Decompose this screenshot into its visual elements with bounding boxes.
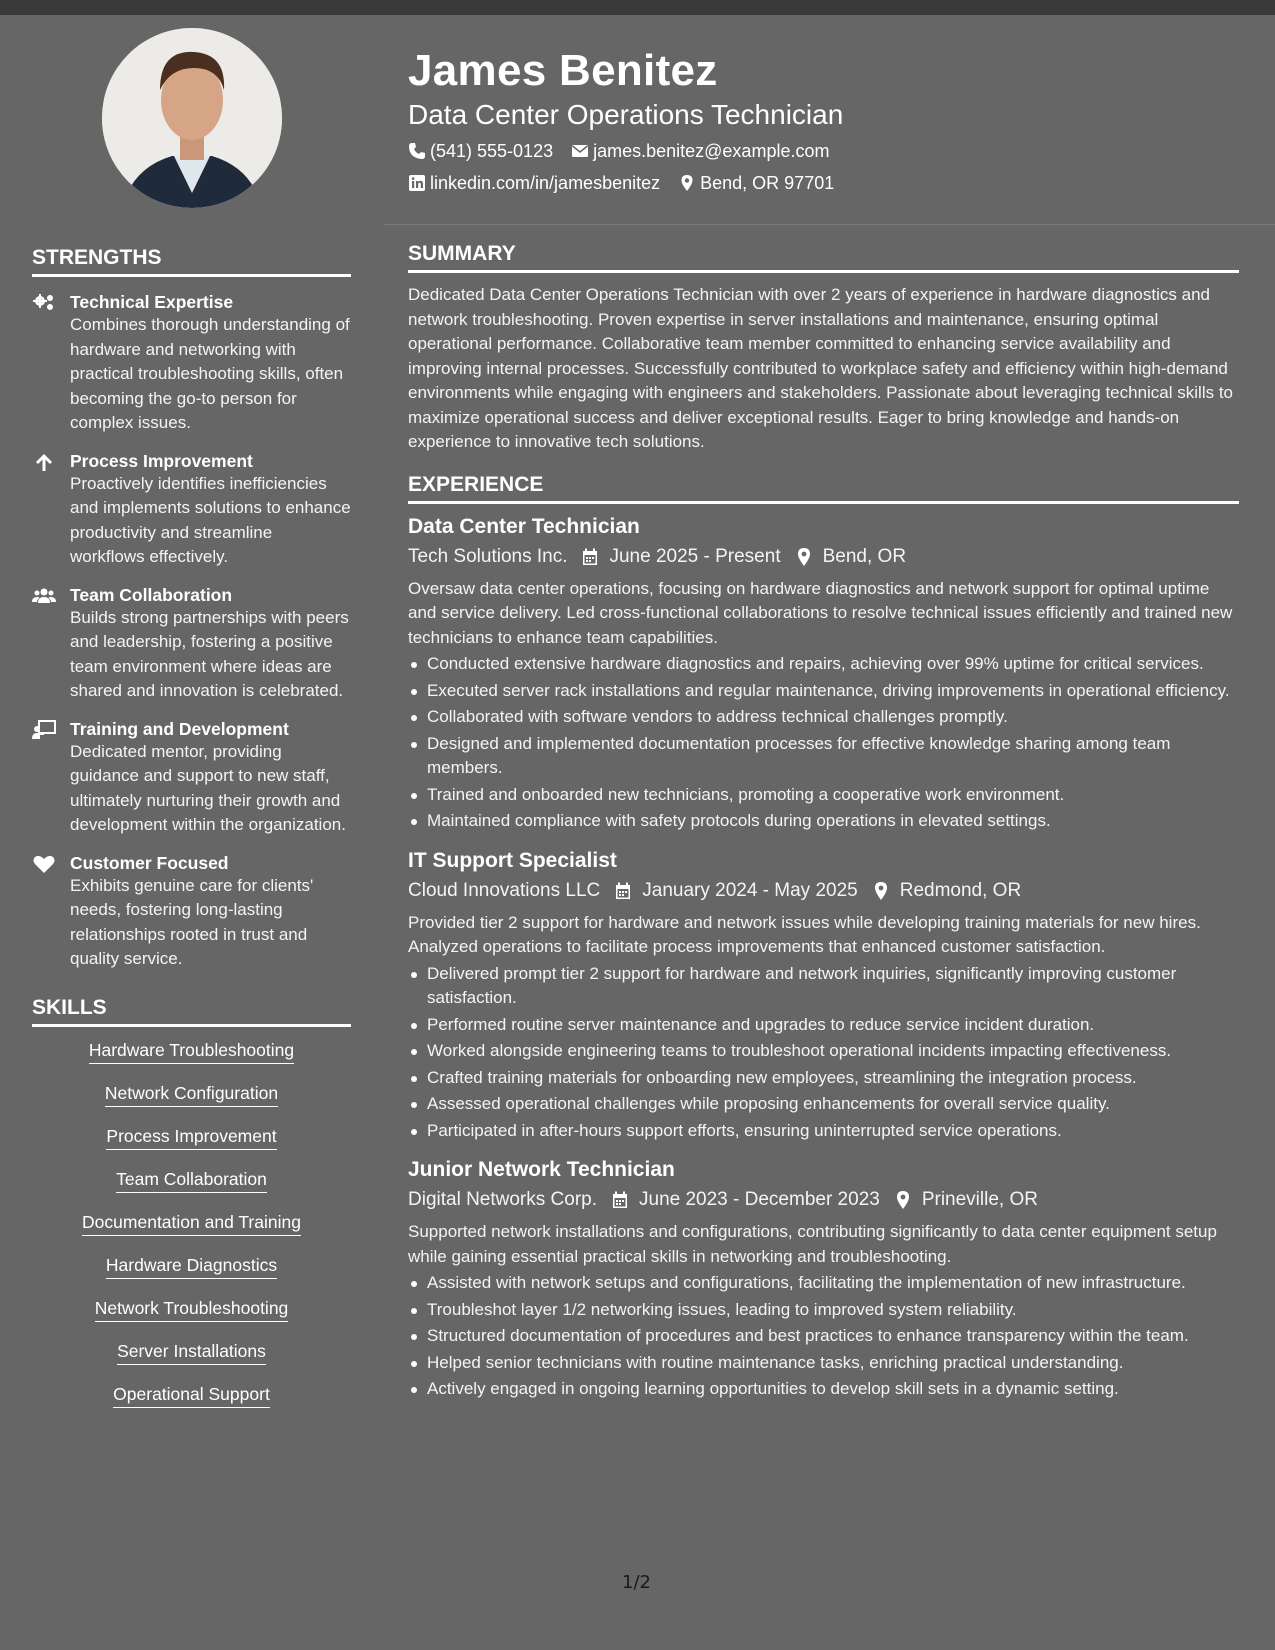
strength-desc: Exhibits genuine care for clients' needs, fostering long-lasting relationships rooted in trust and quality service. (70, 875, 314, 968)
contact-row (408, 172, 1239, 194)
summary-text: Dedicated Data Center Operations Technician with over 2 years of experience in hardware diagnostics and network troubleshooting. Proven expertise in server installations and maintenance, ensuring optimal operational performance. Collaborative team member committed to enhancing service availability and improving internal processes. Successfully contributed to workplace safety and efficiency within high-demand environments while engaging with engineers and stakeholders. Passionate about leveraging technical skills to maximize operational success and deliver exceptional results. Eager to bring knowledge and hands-on experience to innovative tech solutions. (408, 285, 1233, 451)
list-item: Crafted training materials for onboarding new employees, streamlining the integration process. (408, 1066, 1239, 1091)
page-number: 1/2 (622, 1572, 651, 1593)
strength-desc: Builds strong partnerships with peers and leadership, fostering a positive team environment where ideas are shared and innovation is celebrated. (70, 607, 349, 700)
linkedin-text: linkedin.com/in/jamesbenitez (430, 173, 661, 193)
sidebar (32, 28, 351, 1426)
map-pin-icon (678, 174, 696, 192)
skill-tag: Process Improvement (106, 1125, 276, 1150)
list-item: Assessed operational challenges while proposing enhancements for overall service quality. (408, 1092, 1239, 1117)
strengths-heading: STRENGTHS (32, 246, 351, 277)
experience-heading: EXPERIENCE (408, 473, 1239, 504)
arrow-up-icon (32, 452, 56, 472)
job-entry (408, 848, 1239, 1144)
skill-tag: Team Collaboration (116, 1168, 267, 1193)
job-bullets (408, 962, 1239, 1144)
strength-title: Technical Expertise (70, 292, 234, 312)
job-bullets (408, 652, 1239, 834)
main-content (408, 242, 1239, 1402)
skill-tag: Hardware Troubleshooting (89, 1039, 294, 1064)
job-title: Junior Network Technician (408, 1158, 675, 1181)
strength-item (32, 450, 351, 570)
job-title: Data Center Technician (408, 514, 640, 538)
list-item: Executed server rack installations and regular maintenance, driving improvements in operational efficiency. (408, 679, 1239, 704)
profile-photo (102, 28, 282, 208)
list-item: Trained and onboarded new technicians, promoting a cooperative work environment. (408, 783, 1239, 808)
calendar-icon (614, 881, 632, 901)
job-description: Oversaw data center operations, focusing on hardware diagnostics and network support for optimal uptime and service delivery. Led cross-functional collaborations to resolve technical issues efficiently and trained new technicians to enhance team capabilities. (408, 578, 1233, 647)
strength-title: Training and Development (70, 718, 289, 739)
skill-tag: Hardware Diagnostics (106, 1254, 277, 1279)
job-entry (408, 1157, 1239, 1402)
candidate-name: James Benitez (408, 46, 718, 95)
job-description: Provided tier 2 support for hardware and network issues while developing training materials for new hires. Analyzed operations to facilitate process improvements that enhanced customer satisfaction. (408, 912, 1201, 956)
strength-title: Customer Focused (70, 852, 229, 873)
list-item: Helped senior technicians with routine maintenance tasks, enriching practical understanding. (408, 1351, 1239, 1376)
contact-row (408, 140, 1239, 162)
list-item: Participated in after-hours support efforts, ensuring uninterrupted service operations. (408, 1119, 1239, 1144)
job-title: IT Support Specialist (408, 848, 617, 872)
list-item: Performed routine server maintenance and upgrades to reduce service incident duration. (408, 1013, 1239, 1038)
skills-list (32, 1039, 351, 1408)
phone-icon (408, 142, 426, 160)
gears-icon (32, 293, 56, 313)
summary-heading: SUMMARY (408, 242, 1239, 273)
job-dates: January 2024 - May 2025 (642, 879, 858, 901)
skill-tag: Documentation and Training (82, 1211, 301, 1236)
location-text: Bend, OR 97701 (700, 173, 835, 193)
email[interactable] (571, 140, 829, 162)
job-company: Tech Solutions Inc. (408, 545, 568, 567)
map-pin-icon (894, 1190, 912, 1210)
list-item: Worked alongside engineering teams to troubleshoot operational incidents impacting effectiveness. (408, 1039, 1239, 1064)
job-location: Bend, OR (822, 545, 907, 567)
linkedin-icon (408, 174, 426, 192)
map-pin-icon (872, 881, 890, 901)
location (678, 172, 834, 194)
strength-item (32, 584, 351, 704)
skill-tag: Network Configuration (105, 1082, 278, 1107)
job-meta (408, 1188, 1239, 1212)
list-item: Troubleshot layer 1/2 networking issues, leading to improved system reliability. (408, 1298, 1239, 1323)
strength-desc: Proactively identifies inefficiencies and implements solutions to enhance productivity and streamline workflows effectively. (70, 473, 351, 566)
candidate-role: Data Center Operations Technician (408, 99, 844, 130)
top-bar (0, 0, 1275, 15)
teacher-icon (32, 720, 56, 740)
strength-item (32, 852, 351, 972)
skill-tag: Server Installations (117, 1340, 266, 1365)
job-company: Cloud Innovations LLC (408, 879, 601, 901)
heart-icon (32, 854, 56, 874)
strength-desc: Dedicated mentor, providing guidance and support to new staff, ultimately nurturing their growth and development within the organization. (70, 741, 346, 834)
job-dates: June 2023 - December 2023 (639, 1189, 880, 1210)
calendar-icon (611, 1190, 629, 1210)
strength-item (32, 718, 351, 838)
job-meta (408, 879, 1239, 903)
job-dates: June 2025 - Present (609, 545, 781, 567)
job-description: Supported network installations and configurations, contributing significantly to data center equipment setup while gaining essential practical skills in networking and troubleshooting. (408, 1222, 1217, 1266)
list-item: Delivered prompt tier 2 support for hardware and network inquiries, significantly improving customer satisfaction. (408, 962, 1239, 1011)
linkedin[interactable] (408, 172, 660, 194)
list-item: Designed and implemented documentation processes for effective knowledge sharing among team members. (408, 732, 1239, 781)
strength-title: Process Improvement (70, 450, 253, 471)
phone-text: (541) 555-0123 (430, 141, 554, 161)
skill-tag: Network Troubleshooting (95, 1297, 289, 1322)
job-entry (408, 514, 1239, 834)
list-item: Collaborated with software vendors to address technical challenges promptly. (408, 705, 1239, 730)
job-location: Prineville, OR (921, 1189, 1038, 1210)
users-icon (32, 586, 56, 606)
list-item: Maintained compliance with safety protocols during operations in elevated settings. (408, 809, 1239, 834)
map-pin-icon (795, 547, 813, 567)
phone[interactable] (408, 140, 553, 162)
strength-item (32, 291, 351, 436)
list-item: Conducted extensive hardware diagnostics and repairs, achieving over 99% uptime for critical services. (408, 652, 1239, 677)
strength-desc: Combines thorough understanding of hardware and networking with practical troubleshooting skills, often becoming the go-to person for complex issues. (70, 315, 350, 432)
calendar-icon (581, 547, 599, 567)
job-bullets (408, 1271, 1239, 1402)
list-item: Structured documentation of procedures and best practices to enhance transparency within the team. (408, 1324, 1239, 1349)
strength-title: Team Collaboration (70, 584, 233, 605)
header (408, 46, 1239, 194)
envelope-icon (571, 142, 589, 160)
list-item: Actively engaged in ongoing learning opportunities to develop skill sets in a dynamic setting. (408, 1377, 1239, 1402)
email-text: james.benitez@example.com (593, 141, 830, 161)
list-item: Assisted with network setups and configurations, facilitating the implementation of new infrastructure. (408, 1271, 1239, 1296)
skill-tag: Operational Support (113, 1383, 270, 1408)
skills-heading: SKILLS (32, 996, 351, 1027)
job-meta (408, 545, 1239, 569)
header-divider (383, 224, 1275, 225)
job-company: Digital Networks Corp. (408, 1189, 597, 1210)
job-location: Redmond, OR (899, 879, 1022, 901)
